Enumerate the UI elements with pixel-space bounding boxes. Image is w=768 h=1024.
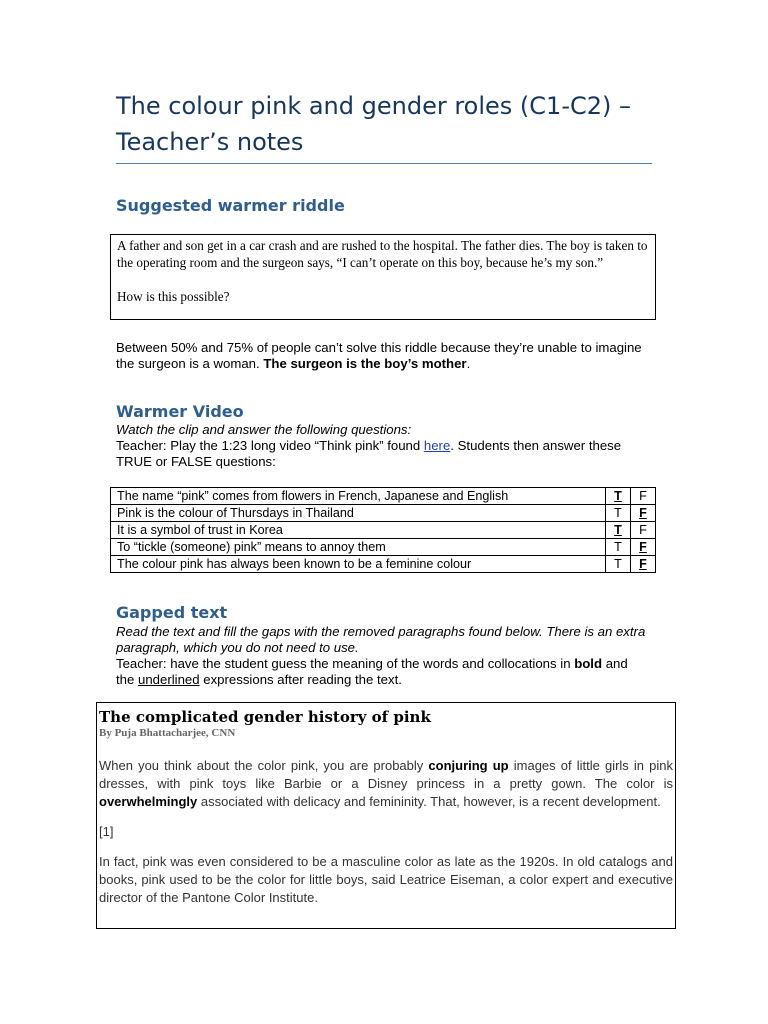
p1-bold-2: overwhelmingly: [99, 794, 198, 809]
tf-statement: The name “pink” comes from flowers in French, Japanese and English: [111, 488, 606, 505]
teacher-note-prefix: Teacher: Play the 1:23 long video “Think pink” found: [116, 438, 424, 453]
tf-row: [111, 522, 656, 539]
underlined-word: underlined: [138, 672, 200, 687]
riddle-explanation: [116, 340, 656, 372]
video-instructions: [116, 422, 656, 470]
tf-statement: It is a symbol of trust in Korea: [111, 522, 606, 539]
gapped-text-instructions: [116, 624, 646, 688]
page-title: The colour pink and gender roles (C1-C2) – Teacher’s notes: [116, 92, 631, 156]
tf-row: [111, 488, 656, 505]
video-link[interactable]: here: [423, 438, 451, 453]
true-cell: T: [606, 522, 631, 539]
explanation-text: Between 50% and 75% of people can’t solve this riddle because they’re unable to imagine the surgeon is a woman.: [116, 340, 642, 371]
article-paragraph-2: In fact, pink was even considered to be a masculine color as late as the 1920s. In old catalogs and books, pink used to be the color for little boys, said Leatrice Eiseman, a color expert and executive director of the Pantone Color Institute.: [99, 854, 673, 905]
article-gap-marker: [1]: [99, 824, 114, 839]
tf-statement: To “tickle (someone) pink” means to annoy them: [111, 539, 606, 556]
tf-statement: Pink is the colour of Thursdays in Thailand: [111, 505, 606, 522]
article-title: The complicated gender history of pink: [99, 708, 431, 726]
true-cell: T: [606, 539, 631, 556]
riddle-answer: The surgeon is the boy’s mother: [263, 356, 467, 371]
gapped-teacher-note-3: expressions after reading the text.: [199, 672, 402, 687]
title-divider: [116, 163, 652, 164]
article-byline: By Puja Bhattacharjee, CNN: [99, 727, 236, 739]
p1-bold-1: conjuring up: [428, 758, 509, 773]
warmer-riddle-heading: Suggested warmer riddle: [116, 196, 345, 215]
false-cell: F: [631, 539, 656, 556]
gapped-teacher-note-2: and the: [116, 656, 628, 687]
riddle-box: [110, 234, 656, 320]
gapped-teacher-note: Teacher: have the student guess the meaning of the words and collocations in: [116, 656, 575, 671]
teacher-note-suffix: . Students then answer these TRUE or FALSE questions:: [116, 438, 622, 469]
false-cell: F: [631, 488, 656, 505]
warmer-video-heading: Warmer Video: [116, 402, 244, 421]
tf-row: [111, 505, 656, 522]
bold-word: bold: [574, 656, 603, 671]
gapped-instruction: Read the text and fill the gaps with the removed paragraphs found below. There is an extra paragraph, which you do not need to use.: [116, 624, 646, 655]
p1-text-d: associated with delicacy and femininity. That, however, is a recent development.: [197, 794, 661, 809]
tf-row: [111, 556, 656, 573]
article-paragraph-1: [99, 757, 673, 811]
article-box: [96, 702, 676, 929]
false-cell: F: [631, 522, 656, 539]
tf-statement: The colour pink has always been known to be a feminine colour: [111, 556, 606, 573]
tf-row: [111, 539, 656, 556]
riddle-question: How is this possible?: [117, 289, 230, 304]
riddle-text: A father and son get in a car crash and are rushed to the hospital. The father dies. The boy is taken to the operating room and the surgeon says, “I can’t operate on this boy, because he’s my son.”: [117, 238, 648, 270]
true-cell: T: [606, 505, 631, 522]
answer-end: .: [466, 356, 471, 371]
gapped-text-heading: Gapped text: [116, 603, 228, 622]
false-cell: F: [631, 505, 656, 522]
true-cell: T: [606, 488, 631, 505]
true-false-table: [110, 487, 656, 573]
p1-text-c: images of little girls in pink dresses, with pink toys like Barbie or a Disney princess in a pretty gown. The color is: [99, 758, 673, 791]
true-cell: T: [606, 556, 631, 573]
false-cell: F: [631, 556, 656, 573]
video-instruction: Watch the clip and answer the following questions:: [116, 422, 412, 437]
p1-text-a: When you think about the color pink, you are probably: [99, 758, 429, 773]
